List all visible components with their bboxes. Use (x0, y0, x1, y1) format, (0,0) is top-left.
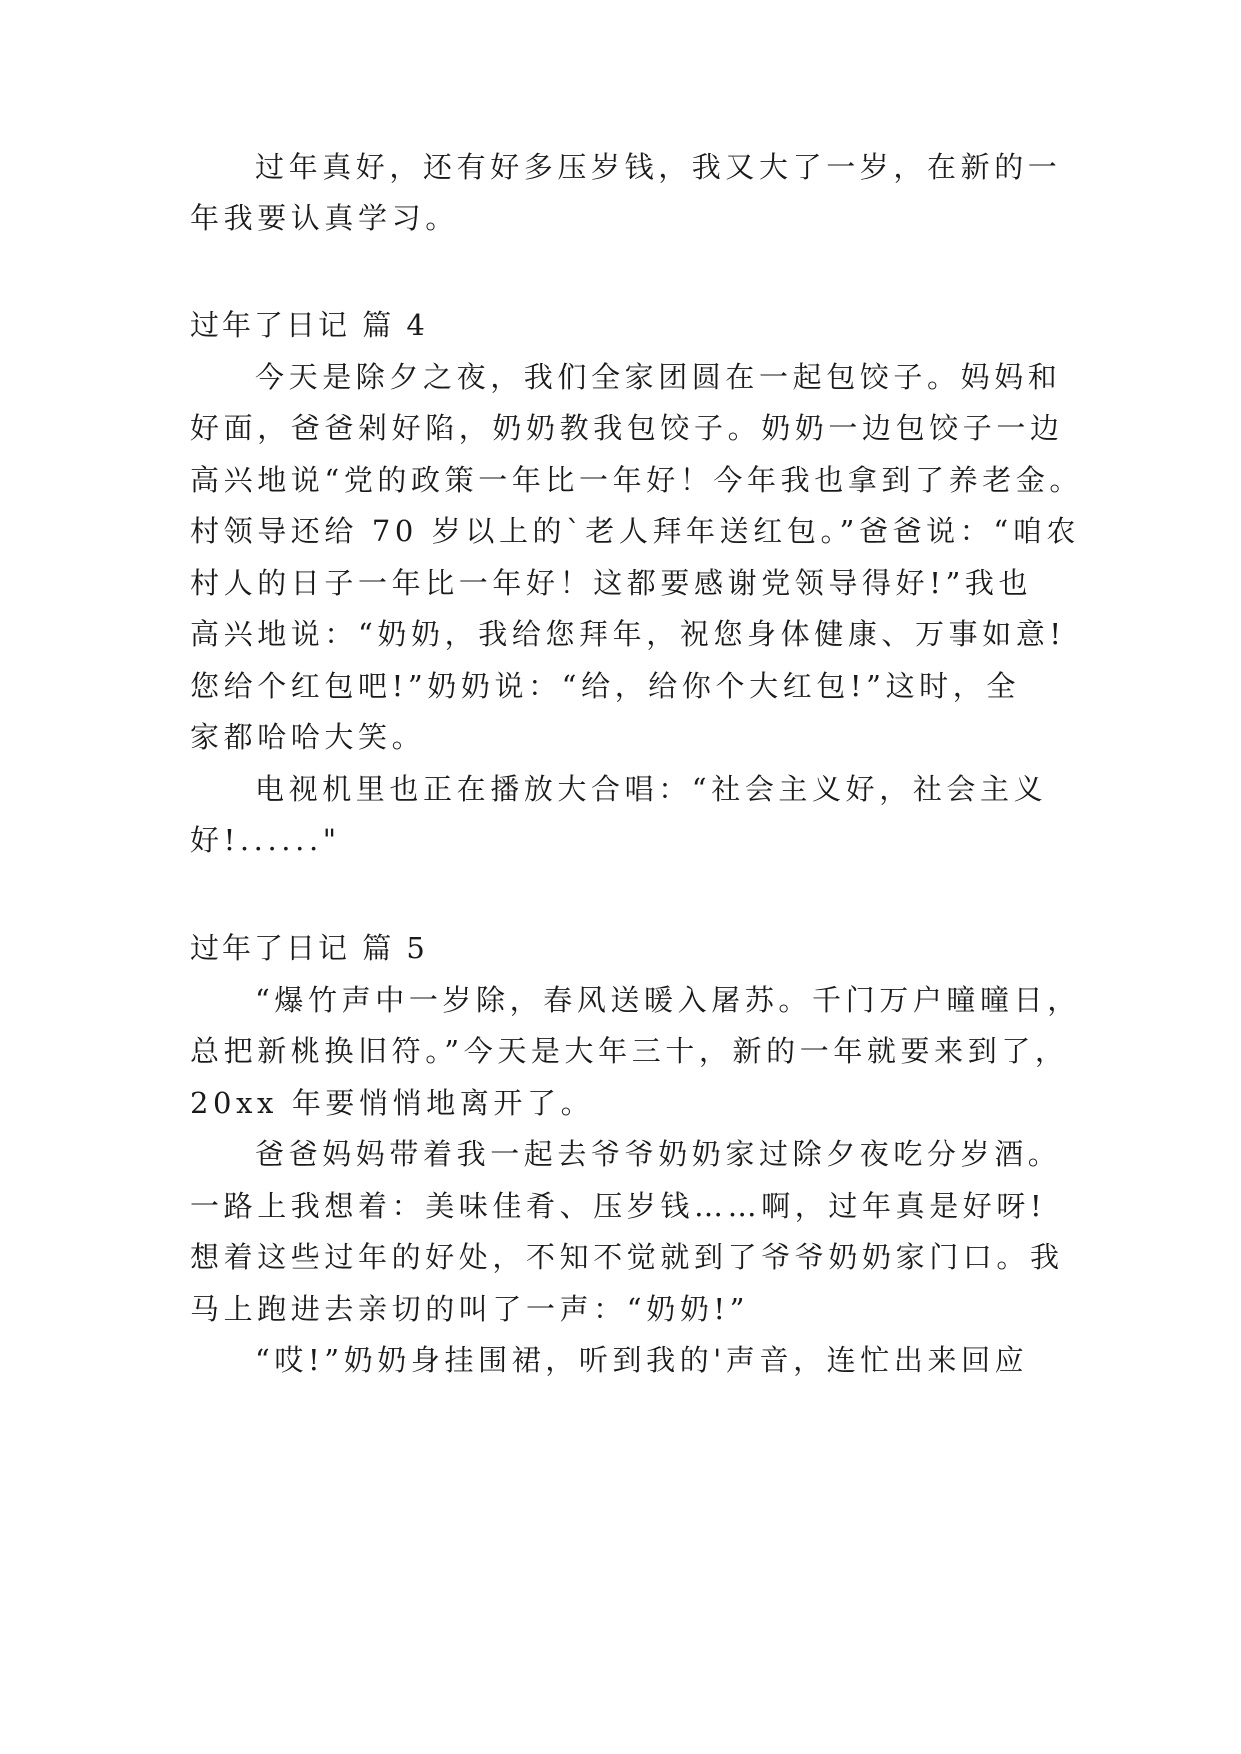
paragraph-line: “爆竹声中一岁除，春风送暖入屠苏。千门万户曈曈日， (255, 983, 1081, 1017)
paragraph-line: 20xx 年要悄悄地离开了。 (190, 1086, 595, 1120)
paragraph-line: 一路上我想着：美味佳肴、压岁钱……啊，过年真是好呀! (190, 1189, 1047, 1223)
paragraph-line: “哎!”奶奶身挂围裙，听到我的'声音，连忙出来回应 (255, 1343, 1029, 1377)
paragraph-line: 村人的日子一年比一年好！这都要感谢党领导得好!”我也 (190, 566, 1033, 600)
paragraph-line: 家都哈哈大笑。 (190, 720, 426, 754)
paragraph-line: 想着这些过年的好处，不知不觉就到了爷爷奶奶家门口。我 (190, 1240, 1064, 1274)
paragraph-line: 好!......" (190, 823, 341, 857)
paragraph-line: 过年真好，还有好多压岁钱，我又大了一岁，在新的一 (255, 150, 1062, 184)
paragraph-line: 高兴地说：“奶奶，我给您拜年，祝您身体健康、万事如意! (190, 617, 1066, 651)
section-heading: 过年了日记 篇 4 (190, 308, 428, 342)
paragraph-line: 爸爸妈妈带着我一起去爷爷奶奶家过除夕夜吃分岁酒。 (255, 1137, 1062, 1171)
paragraph-line: 总把新桃换旧符。”今天是大年三十，新的一年就要来到了， (190, 1034, 1069, 1068)
paragraph-line: 村领导还给 70 岁以上的`老人拜年送红包。”爸爸说：“咱农 (190, 514, 1080, 548)
paragraph-line: 您给个红包吧!”奶奶说：“给，给你个大红包!”这时，全 (190, 669, 1020, 703)
paragraph-line: 高兴地说“党的政策一年比一年好！今年我也拿到了养老金。 (190, 463, 1084, 497)
paragraph-line: 今天是除夕之夜，我们全家团圆在一起包饺子。妈妈和 (255, 360, 1062, 394)
paragraph-line: 电视机里也正在播放大合唱：“社会主义好，社会主义 (255, 772, 1048, 806)
paragraph-line: 好面，爸爸剁好陷，奶奶教我包饺子。奶奶一边包饺子一边 (190, 411, 1064, 445)
paragraph-line: 马上跑进去亲切的叫了一声：“奶奶!” (190, 1292, 750, 1326)
paragraph-line: 年我要认真学习。 (190, 201, 459, 235)
section-heading: 过年了日记 篇 5 (190, 931, 428, 965)
